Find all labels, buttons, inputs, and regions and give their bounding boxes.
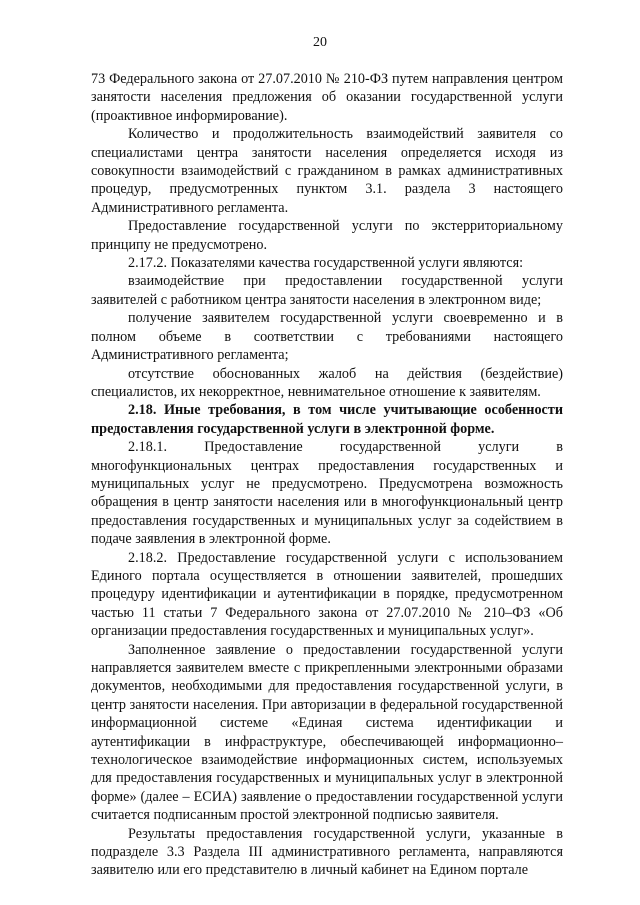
paragraph: 2.18.1. Предоставление государственной услуги в многофункциональных центрах предоставления государственных и муниципальных услуг не предусмотрено. Предусмотрена возможность обращения в центр занятости населения или в многофункциональный центр предоставления государственных и муниципальных услуг за содействием в подаче заявления в электронной форме.	[91, 439, 563, 548]
paragraph: Результаты предоставления государственной услуги, указанные в подразделе 3.3 Раздела III административного регламента, направляются заявителю или его представителю в личный кабинет на Едином портале	[91, 825, 563, 879]
paragraph: взаимодействие при предоставлении государственной услуги заявителей с работником центра занятости населения в электронном виде;	[91, 273, 563, 308]
paragraph: получение заявителем государственной услуги своевременно и в полном объеме в соответствии с требованиями настоящего Административного регламента;	[91, 310, 563, 364]
paragraph-continuation: 73 Федерального закона от 27.07.2010 № 210-ФЗ путем направления центром занятости населения предложения об оказании государственной услуги (проактивное информирование).	[91, 71, 563, 124]
section-heading: 2.18. Иные требования, в том числе учитывающие особенности предоставления государственной услуги в электронной форме.	[91, 402, 563, 437]
paragraph: Количество и продолжительность взаимодействий заявителя со специалистами центра занятости населения определяется исходя из совокупности взаимодействий с гражданином в рамках административных процедур, предусмотренных пунктом 3.1. раздела 3 настоящего Административного регламента.	[91, 126, 563, 216]
paragraph: отсутствие обоснованных жалоб на действия (бездействие) специалистов, их некорректное, невнимательное отношение к заявителям.	[91, 365, 563, 400]
paragraph: Предоставление государственной услуги по экстерриториальному принципу не предусмотрено.	[91, 218, 563, 253]
paragraph: Заполненное заявление о предоставлении государственной услуги направляется заявителем вместе с прикрепленными электронными образами документов, необходимыми для предоставления государственной услуги, в центр занятости населения. При авторизации в федеральной государственной информационной системе «Единая система идентификации и аутентификации в инфраструктуре, обеспечивающей информационно–технологическое взаимодействие информационных систем, используемых для предоставления государственных и муниципальных услуг в электронной форме» (далее – ЕСИА) заявление о предоставлении государственной услуги считается подписанным простой электронной подписью заявителя.	[91, 641, 563, 824]
page-number: 20	[313, 35, 327, 50]
paragraph: 2.17.2. Показателями качества государственной услуги являются:	[128, 255, 524, 272]
document-body	[91, 70, 563, 880]
paragraph: 2.18.2. Предоставление государственной услуги с использованием Единого портала осуществляется в отношении заявителей, прошедших процедуру идентификации и аутентификации в порядке, предусмотренном частью 11 статьи 7 Федерального закона от 27.07.2010 № 210–ФЗ «Об организации предоставления государственных и муниципальных услуг».	[91, 549, 563, 640]
